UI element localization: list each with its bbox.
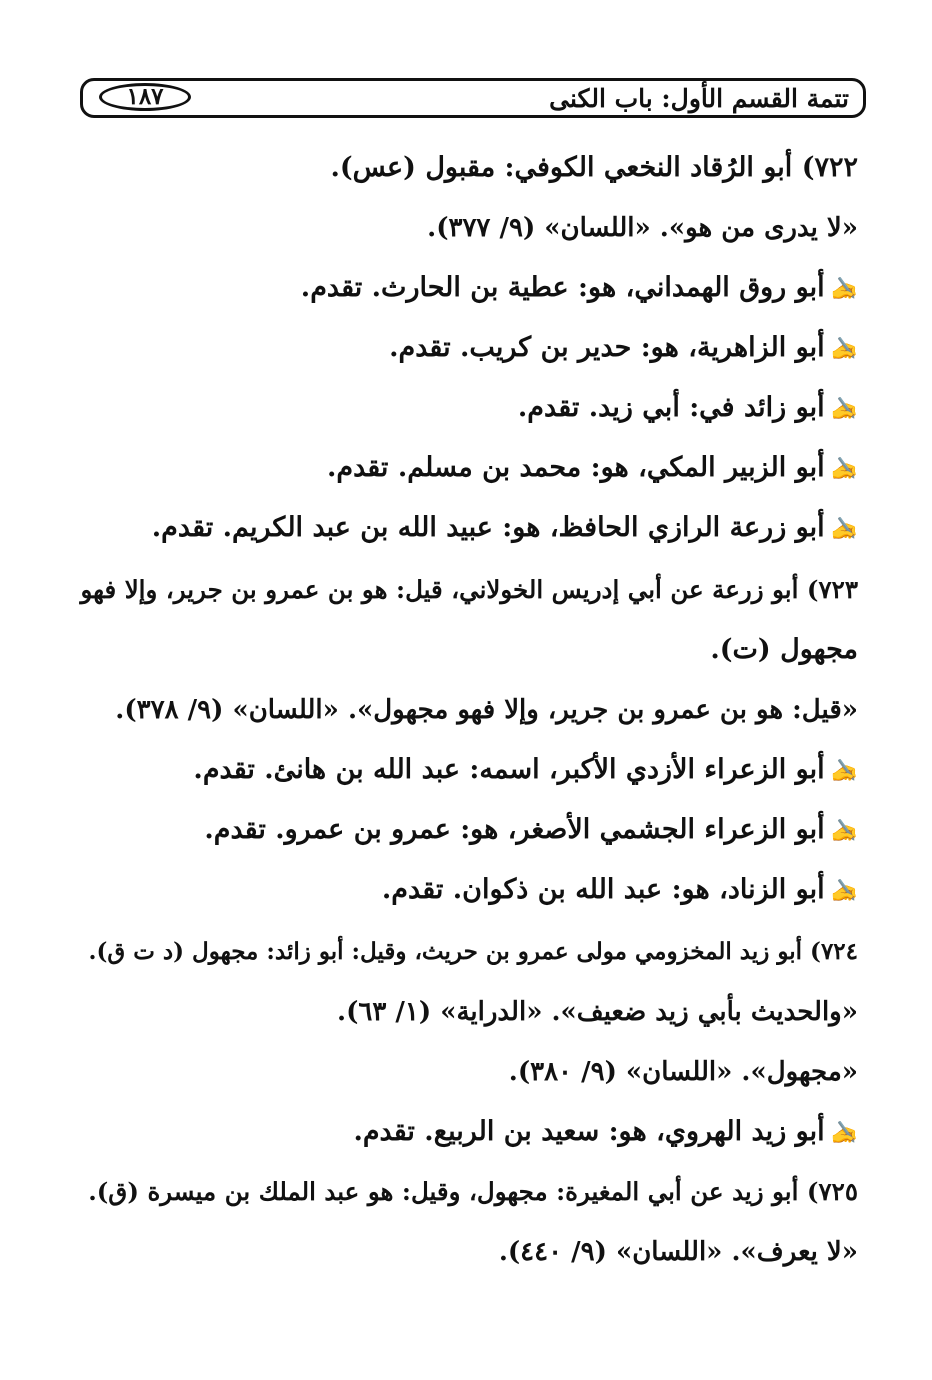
- pen-writing-icon: ✍: [830, 276, 858, 302]
- entry-725: [88, 1172, 858, 1212]
- cross-ref-text: أبو الزبير المكي، هو: محمد بن مسلم. تقدم.: [326, 452, 825, 483]
- page-number: ١٨٧: [99, 83, 191, 111]
- note-text: «لا يدرى من هو». «اللسان» (٩/ ٣٧٧).: [427, 213, 858, 243]
- cross-ref-text: أبو الزعراء الجشمي الأصغر، هو: عمرو بن عمرو. تقدم.: [204, 814, 825, 845]
- note-line: [499, 1232, 858, 1272]
- note-text: «مجهول». «اللسان» (٩/ ٣٨٠).: [508, 1057, 858, 1087]
- cross-ref-line: [152, 508, 858, 549]
- entry-text: ٧٢٥) أبو زيد عن أبي المغيرة: مجهول، وقيل: هو عبد الملك بن ميسرة (ق).: [88, 1177, 858, 1206]
- entry-text: ٧٢٤) أبو زيد المخزومي مولى عمرو بن حريث، وقيل: أبو زائد: مجهول (د ت ق).: [88, 938, 858, 965]
- cross-ref-line: [193, 750, 858, 791]
- cross-ref-text: أبو زيد الهروي، هو: سعيد بن الربيع. تقدم.: [353, 1116, 825, 1147]
- pen-writing-icon: ✍: [830, 878, 858, 904]
- entry-text: ٧٢٢) أبو الرُقاد النخعي الكوفي: مقبول (عس).: [330, 152, 858, 183]
- pen-writing-icon: ✍: [830, 758, 858, 784]
- entry-722: [330, 148, 858, 188]
- header-title: تتمة القسم الأول: باب الكنى: [549, 84, 849, 113]
- cross-ref-text: أبو روق الهمداني، هو: عطية بن الحارث. تقدم.: [300, 272, 825, 303]
- note-line: [337, 992, 858, 1032]
- pen-writing-icon: ✍: [830, 396, 858, 422]
- page-header: [80, 78, 866, 118]
- cross-ref-line: [389, 328, 858, 369]
- pen-writing-icon: ✍: [830, 1120, 858, 1146]
- cross-ref-line: [327, 448, 858, 489]
- pen-writing-icon: ✍: [830, 516, 858, 542]
- cross-ref-text: أبو الزاهرية، هو: حدير بن كريب. تقدم.: [389, 332, 825, 363]
- note-text: «والحديث بأبي زيد ضعيف». «الدراية» (١/ ٦٣).: [337, 997, 858, 1027]
- cross-ref-text: أبو زائد في: أبي زيد. تقدم.: [517, 392, 825, 423]
- note-line: [427, 208, 858, 248]
- cross-ref-line: [382, 870, 858, 911]
- cross-ref-line: [353, 1112, 858, 1153]
- entry-723: [81, 570, 859, 610]
- pen-writing-icon: ✍: [830, 456, 858, 482]
- cross-ref-text: أبو الزناد، هو: عبد الله بن ذكوان. تقدم.: [381, 874, 825, 905]
- entry-724: [88, 932, 858, 972]
- pen-writing-icon: ✍: [830, 818, 858, 844]
- note-text: «قيل: هو بن عمرو بن جرير، وإلا فهو مجهول». «اللسان» (٩/ ٣٧٨).: [115, 695, 858, 725]
- cross-ref-text: أبو الزعراء الأزدي الأكبر، اسمه: عبد الله بن هانئ. تقدم.: [193, 754, 825, 785]
- note-line: [115, 690, 858, 730]
- note-line: [509, 1052, 858, 1092]
- entry-text: مجهول (ت).: [710, 634, 858, 665]
- pen-writing-icon: ✍: [830, 336, 858, 362]
- cross-ref-line: [204, 810, 858, 851]
- cross-ref-line: [518, 388, 858, 429]
- note-text: «لا يعرف». «اللسان» (٩/ ٤٤٠).: [498, 1237, 858, 1267]
- cross-ref-line: [301, 268, 858, 309]
- entry-text: ٧٢٣) أبو زرعة عن أبي إدريس الخولاني، قيل: هو بن عمرو بن جرير، وإلا فهو: [80, 575, 858, 604]
- cross-ref-text: أبو زرعة الرازي الحافظ، هو: عبيد الله بن عبد الكريم. تقدم.: [151, 512, 825, 543]
- entry-723-continued: [710, 630, 858, 670]
